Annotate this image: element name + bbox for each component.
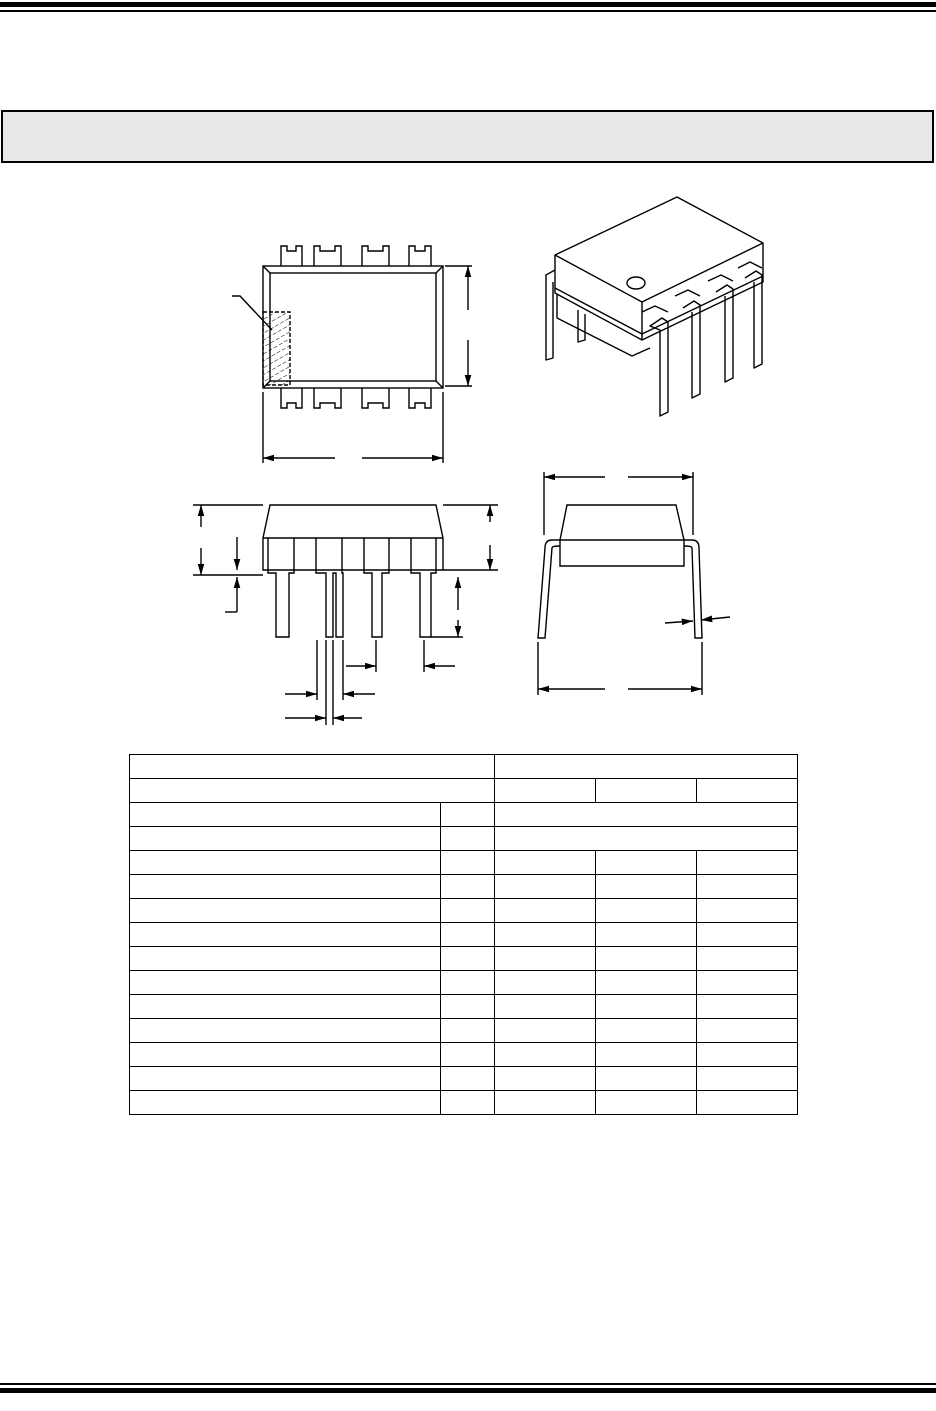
table-cell — [130, 875, 441, 899]
table-cell — [130, 1067, 441, 1091]
table-cell — [130, 851, 441, 875]
table-cell — [441, 947, 495, 971]
table-cell — [441, 1091, 495, 1115]
table-cell — [596, 779, 697, 803]
table-cell — [697, 995, 798, 1019]
table-cell — [495, 755, 798, 779]
iso-pin-front-4 — [745, 271, 762, 368]
table-cell — [130, 923, 441, 947]
table-header-row-2 — [130, 779, 798, 803]
iso-pin-left-2 — [578, 310, 585, 342]
table-cell — [495, 899, 596, 923]
table-cell — [596, 899, 697, 923]
table-cell — [441, 1067, 495, 1091]
iso-pin-front-1 — [650, 318, 668, 416]
table-cell — [697, 923, 798, 947]
top-view-body-inner — [270, 273, 436, 381]
side-lead-3 — [364, 538, 389, 637]
table-cell — [596, 995, 697, 1019]
table-cell — [495, 995, 596, 1019]
table-cell — [130, 779, 495, 803]
end-view — [538, 472, 730, 695]
table-cell — [697, 875, 798, 899]
table-row — [130, 947, 798, 971]
end-lead-right — [684, 540, 702, 638]
table-row — [130, 1091, 798, 1115]
table-cell — [596, 1019, 697, 1043]
table-cell — [441, 1019, 495, 1043]
table-cell — [495, 779, 596, 803]
iso-top-face — [555, 197, 763, 302]
side-lead-2 — [316, 538, 343, 637]
table-cell — [441, 875, 495, 899]
table-row — [130, 803, 798, 827]
table-header-row-1 — [130, 755, 798, 779]
dimensions-table — [129, 754, 798, 1115]
table-cell — [495, 1067, 596, 1091]
table-cell — [441, 1043, 495, 1067]
table-cell — [697, 1043, 798, 1067]
table-row — [130, 1043, 798, 1067]
pin1-index-area — [263, 312, 290, 385]
table-cell — [441, 971, 495, 995]
end-lead-left — [538, 540, 560, 638]
footer-rule-thin — [0, 1383, 936, 1385]
table-cell — [130, 1043, 441, 1067]
table-row — [130, 851, 798, 875]
side-view — [193, 505, 498, 725]
table-cell — [130, 971, 441, 995]
table-cell — [596, 923, 697, 947]
table-cell — [697, 1091, 798, 1115]
table-cell — [495, 923, 596, 947]
table-row — [130, 995, 798, 1019]
table-cell — [495, 947, 596, 971]
table-row — [130, 1067, 798, 1091]
table-cell — [441, 827, 495, 851]
table-cell — [495, 827, 798, 851]
table-cell — [130, 1091, 441, 1115]
table-cell — [495, 803, 798, 827]
table-cell — [441, 851, 495, 875]
table-cell — [130, 995, 441, 1019]
isometric-view — [546, 197, 763, 416]
table-cell — [441, 899, 495, 923]
table-cell — [130, 803, 441, 827]
table-cell — [130, 899, 441, 923]
table-cell — [596, 947, 697, 971]
table-row — [130, 1019, 798, 1043]
table-cell — [130, 1019, 441, 1043]
table-cell — [441, 923, 495, 947]
iso-pin-left-1 — [546, 270, 555, 360]
iso-pin1-dot — [627, 277, 645, 289]
table-cell — [596, 851, 697, 875]
table-cell — [596, 1091, 697, 1115]
table-cell — [495, 851, 596, 875]
table-cell — [130, 827, 441, 851]
top-view-pins-bottom — [281, 388, 431, 408]
side-lead-4 — [411, 538, 436, 637]
table-cell — [697, 899, 798, 923]
table-cell — [697, 971, 798, 995]
table-cell — [130, 947, 441, 971]
table-row — [130, 971, 798, 995]
table-cell — [697, 1067, 798, 1091]
table-row — [130, 827, 798, 851]
table-cell — [130, 755, 495, 779]
table-cell — [596, 1043, 697, 1067]
table-cell — [495, 1019, 596, 1043]
table-cell — [495, 875, 596, 899]
table-row — [130, 923, 798, 947]
table-cell — [697, 779, 798, 803]
table-row — [130, 899, 798, 923]
top-view-pins-top — [281, 246, 431, 266]
table-cell — [495, 971, 596, 995]
table-cell — [697, 1019, 798, 1043]
table-cell — [697, 947, 798, 971]
table-cell — [596, 971, 697, 995]
side-lead-1 — [268, 538, 294, 637]
table-cell — [441, 803, 495, 827]
table-cell — [596, 1067, 697, 1091]
iso-pin-front-2 — [683, 301, 700, 398]
iso-pin-front-3 — [716, 285, 733, 382]
table-cell — [441, 995, 495, 1019]
top-view — [232, 246, 472, 463]
end-view-body — [560, 505, 684, 566]
table-cell — [697, 851, 798, 875]
table-cell — [495, 1043, 596, 1067]
table-row — [130, 875, 798, 899]
table-cell — [495, 1091, 596, 1115]
table-cell — [596, 875, 697, 899]
footer-rule-thick — [0, 1388, 936, 1393]
